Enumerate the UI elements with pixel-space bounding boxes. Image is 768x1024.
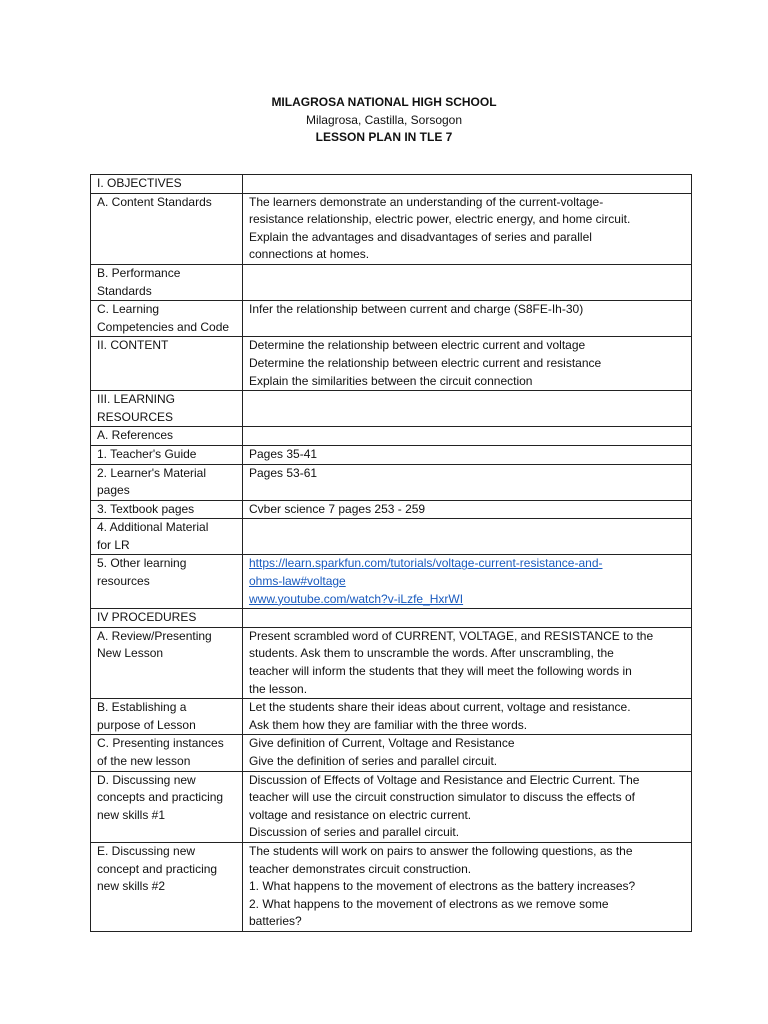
table-row [91,264,692,300]
row-label-procedures: IV PROCEDURES [91,609,243,628]
table-row [91,735,692,771]
label-line: B. Performance [97,265,181,280]
school-address: Milagrosa, Castilla, Sorsogon [305,112,463,127]
label-line: concept and practicing [97,861,218,876]
row-value-textbook: Cvber science 7 pages 253 - 259 [243,500,692,519]
text-line: resistance relationship, electric power, electric energy, and home circuit. [249,212,631,227]
row-label-competencies [91,301,243,337]
table-row [91,175,692,194]
text-line: The learners demonstrate an understanding of the current-voltage- [249,194,604,209]
label-line: C. Presenting instances [97,736,224,751]
text-line: 1. What happens to the movement of electrons as the battery increases? [249,879,636,894]
label-line: III. LEARNING [97,392,176,407]
row-label-objectives: I. OBJECTIVES [91,175,243,194]
label-line: resources [97,574,150,589]
row-value-teachers-guide: Pages 35-41 [243,445,692,464]
row-label-other-resources [91,555,243,609]
text-line: batteries? [249,914,302,929]
sparkfun-link-continued[interactable]: ohms-law#voltage [249,574,346,589]
row-value-learning-resources [243,391,692,427]
table-row [91,427,692,446]
text-line: Explain the advantages and disadvantages of series and parallel [249,229,592,244]
label-line: New Lesson [97,646,164,661]
row-value-purpose [243,699,692,735]
label-line: 4. Additional Material [97,520,209,535]
row-label-purpose [91,699,243,735]
row-label-instances [91,735,243,771]
school-name: MILAGROSA NATIONAL HIGH SCHOOL [271,95,497,109]
text-line: voltage and resistance on electric current. [249,807,472,822]
table-row [91,391,692,427]
row-value-discussing-2 [243,842,692,931]
row-value-instances [243,735,692,771]
row-label-teachers-guide: 1. Teacher's Guide [91,445,243,464]
sparkfun-link[interactable]: https://learn.sparkfun.com/tutorials/voltage-current-resistance-and- [249,556,603,571]
table-row [91,193,692,264]
youtube-link[interactable]: www.youtube.com/watch?v-iLzfe_HxrWI [249,591,464,606]
label-line: new skills #1 [97,807,166,822]
table-row [91,555,692,609]
text-line: 2. What happens to the movement of electrons as we remove some [249,896,609,911]
row-value-additional-material [243,519,692,555]
row-value-procedures [243,609,692,628]
row-label-content: II. CONTENT [91,337,243,391]
table-row [91,771,692,842]
row-label-additional-material [91,519,243,555]
label-line: concepts and practicing [97,790,224,805]
lesson-plan-table [90,174,692,932]
row-value-objectives [243,175,692,194]
row-label-learners-material [91,464,243,500]
label-line: 2. Learner's Material [97,465,207,480]
label-line: of the new lesson [97,754,191,768]
row-value-learners-material: Pages 53-61 [243,464,692,500]
label-line: B. Establishing a [97,700,187,715]
table-row [91,519,692,555]
table-row [91,301,692,337]
text-line: Determine the relationship between electric current and voltage [249,338,586,353]
text-line: Give definition of Current, Voltage and Resistance [249,736,515,751]
label-line: Competencies and Code [97,319,230,334]
table-row [91,842,692,931]
text-line: the lesson. [249,681,308,696]
table-row [91,627,692,698]
text-line: Determine the relationship between electric current and resistance [249,355,602,370]
label-line: for LR [97,537,130,552]
row-label-performance-standards [91,264,243,300]
table-row [91,445,692,464]
text-line: Discussion of series and parallel circuit. [249,825,460,840]
label-line: purpose of Lesson [97,717,196,732]
text-line: students. Ask them to unscramble the words. After unscrambling, the [249,646,614,661]
text-line: Explain the similarities between the circuit connection [249,373,533,388]
row-value-content [243,337,692,391]
row-label-discussing-1 [91,771,243,842]
label-line: pages [97,483,130,498]
text-line: Present scrambled word of CURRENT, VOLTAGE, and RESISTANCE to the [249,628,654,643]
table-row [91,699,692,735]
row-value-performance-standards [243,264,692,300]
row-value-competencies: Infer the relationship between current and charge (S8FE-Ih-30) [243,301,692,337]
row-value-references [243,427,692,446]
label-line: A. Review/Presenting [97,628,212,643]
table-row [91,337,692,391]
text-line: Discussion of Effects of Voltage and Resistance and Electric Current. The [249,772,640,787]
row-label-review [91,627,243,698]
label-line: C. Learning [97,302,160,317]
text-line: teacher demonstrates circuit construction. [249,861,472,876]
row-label-content-standards: A. Content Standards [91,193,243,264]
document-header [0,94,768,147]
table-row [91,500,692,519]
text-line: teacher will inform the students that they will meet the following words in [249,664,632,679]
label-line: E. Discussing new [97,843,196,858]
text-line: Give the definition of series and parallel circuit. [249,754,498,768]
table-row [91,464,692,500]
row-label-textbook: 3. Textbook pages [91,500,243,519]
text-line: teacher will use the circuit construction simulator to discuss the effects of [249,790,635,805]
label-line: RESOURCES [97,409,174,424]
row-label-discussing-2 [91,842,243,931]
row-label-learning-resources [91,391,243,427]
row-value-discussing-1 [243,771,692,842]
text-line: Let the students share their ideas about current, voltage and resistance. [249,700,631,715]
row-value-review [243,627,692,698]
row-value-content-standards [243,193,692,264]
label-line: D. Discussing new [97,772,196,787]
label-line: 5. Other learning [97,556,187,571]
row-value-other-resources [243,555,692,609]
text-line: The students will work on pairs to answer the following questions, as the [249,843,633,858]
text-line: connections at homes. [249,247,370,262]
label-line: new skills #2 [97,879,166,894]
row-label-references: A. References [91,427,243,446]
label-line: Standards [97,283,152,298]
lesson-plan-title: LESSON PLAN IN TLE 7 [315,130,453,144]
table-row [91,609,692,628]
text-line: Ask them how they are familiar with the three words. [249,717,528,732]
